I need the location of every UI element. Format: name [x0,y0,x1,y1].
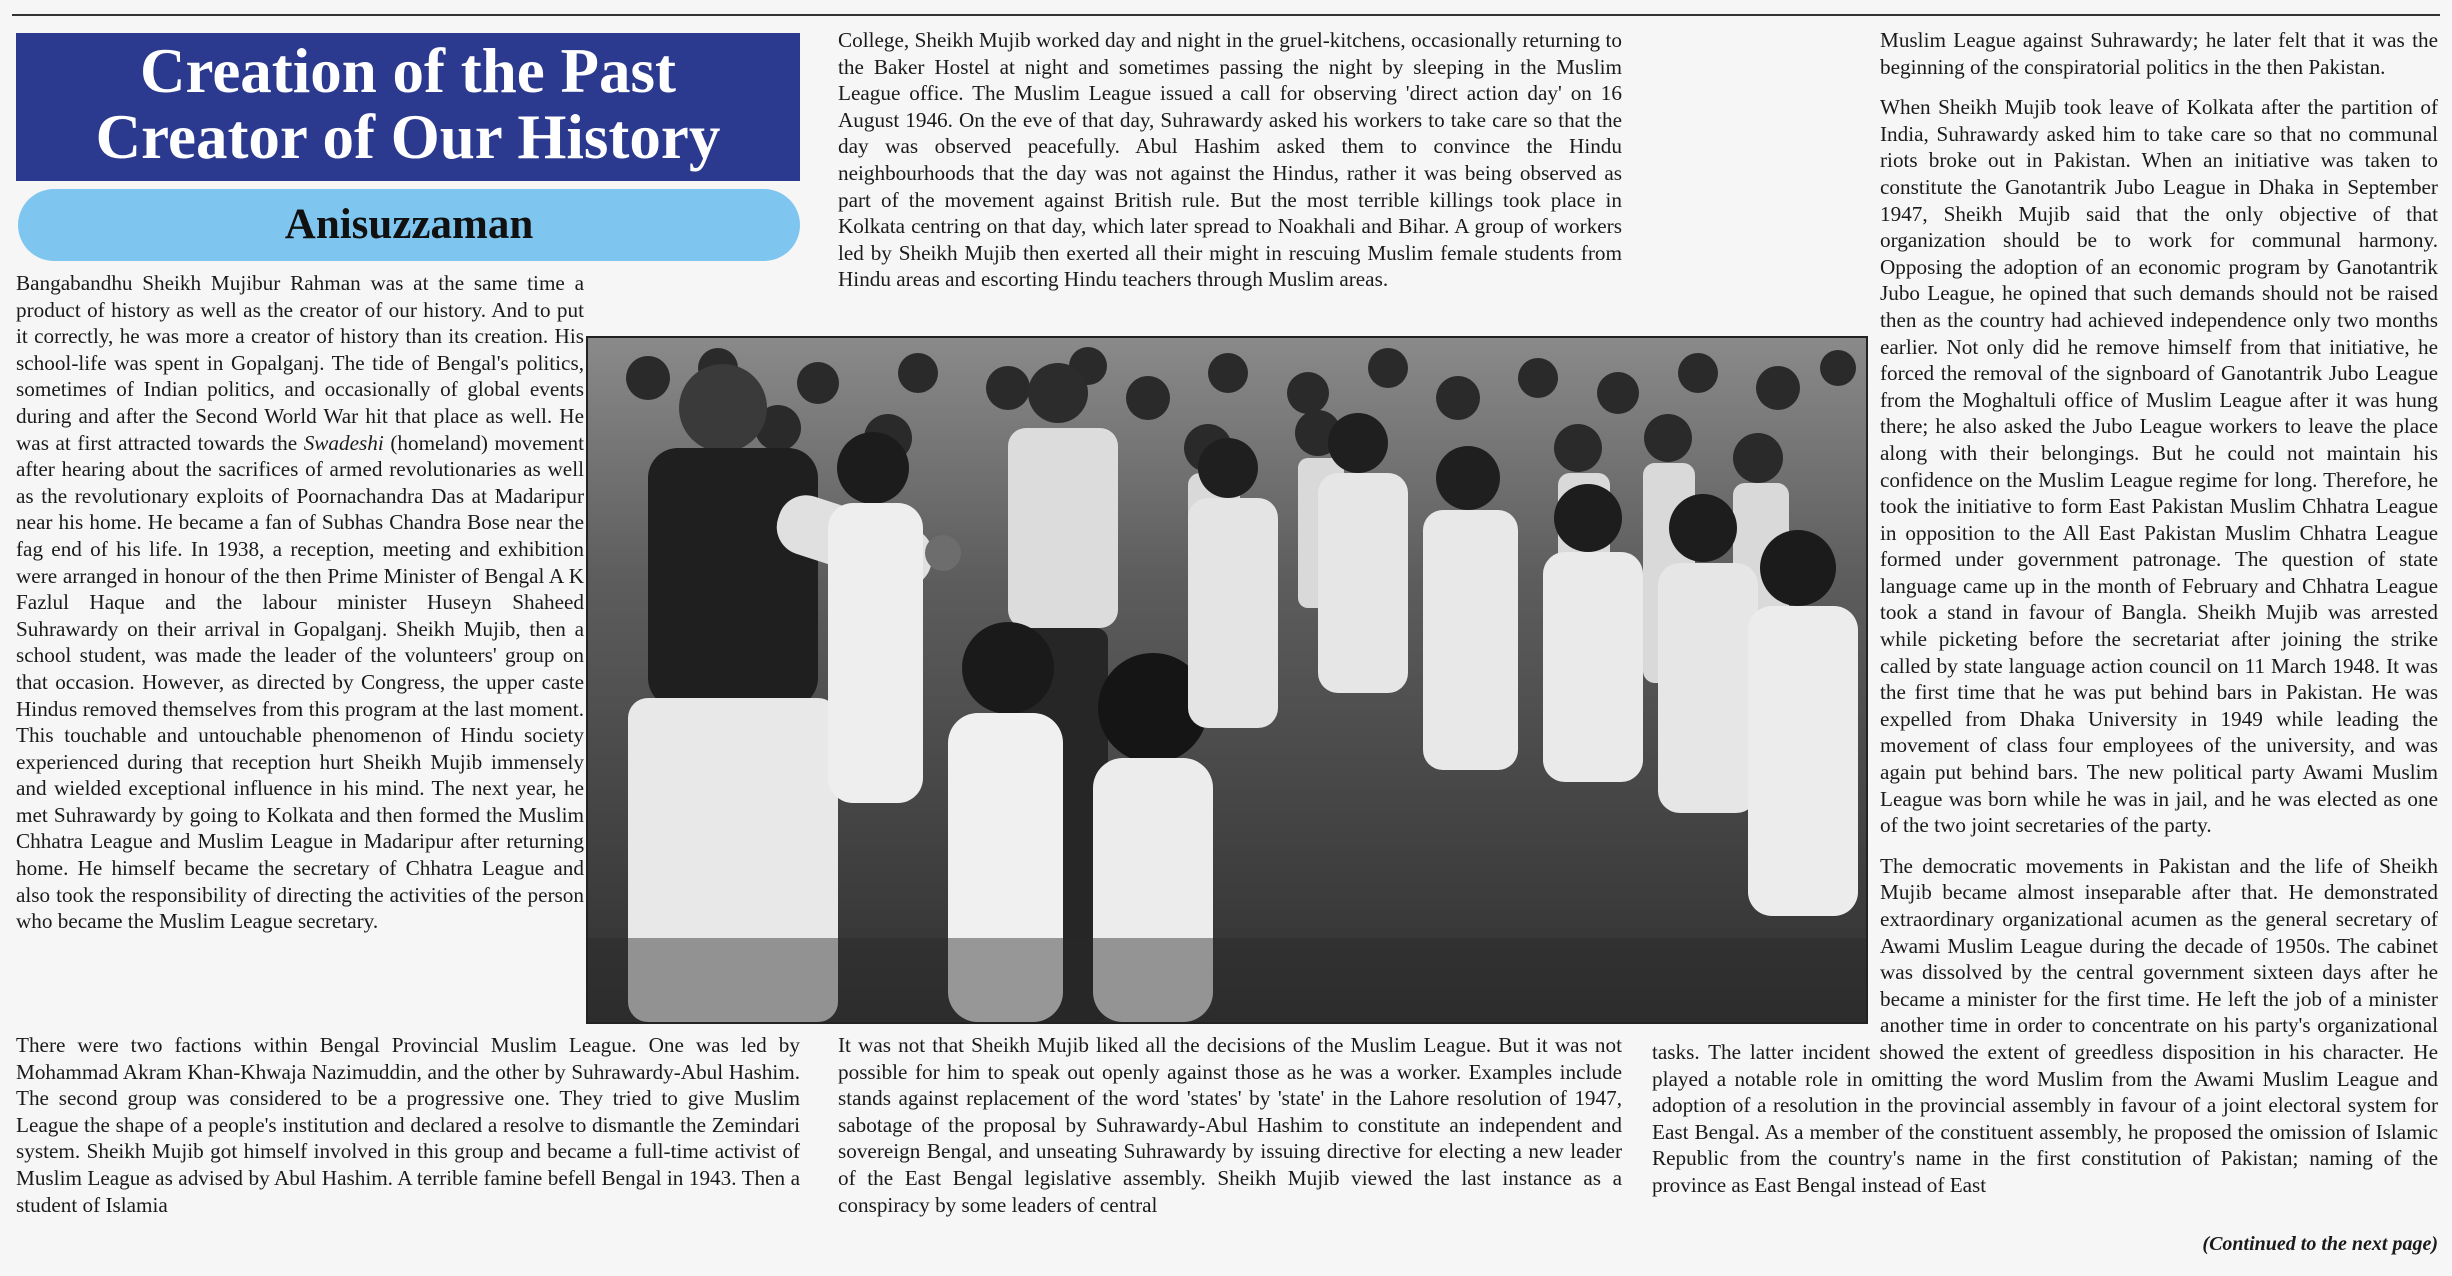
swadeshi-term: Swadeshi [303,430,384,455]
author-byline: Anisuzzaman [18,189,800,261]
paragraph-5: Muslim League against Suhrawardy; he later felt that it was the beginning of the conspiratorial politics in the then Pakistan. [1880,28,2438,79]
article-photo [586,336,1868,1024]
title-line-1: Creation of the Past [140,36,676,106]
continued-note: (Continued to the next page) [2202,1233,2438,1255]
article-title [16,33,800,181]
p1-text: Bangabandhu Sheikh Mujibur Rahman was at the same time a product of history as well as the creator of our history. And to put it correctly, he was more a creator of history than its creation. His school-life was spent in Gopalganj. The tide of Bengal's politics, sometimes of Indian politics, and occasionally of global events during and after the Second World War hit that place as well. He was at first attracted towards the [16,271,584,455]
ground-shadow [588,938,1866,1022]
p1b-text: (homeland) movement after hearing about the sacrifices of armed revolutionaries as well as the revolutionary exploits of Poornachandra Das at Madaripur near his home. He became a fan of Subhas Chandra Bose near the fag end of his life. In 1938, a reception, meeting and exhibition were arranged in honour of the then Prime Minister of Bengal A K Fazlul Haque and the labour minister Huseyn Shaheed Suhrawardy on their arrival in Gopalganj. Sheikh Mujib, then a school student, was made the leader of the volunteers' group on that occasion. However, as directed by Congress, the upper caste Hindus removed themselves from this program at the last moment. This touchable and untouchable phenomenon of Hindu society experienced during that reception hurt Sheikh Mujib immensely and wielded exceptional influence in his mind. The next year, he met Suhrawardy by going to Kolkata and then formed the Muslim Chhatra League and Muslim League in Madaripur after returning home. He himself became the secretary of Chhatra League and also took the responsibility of directing the activities of the person who became the Muslim League secretary. [16,430,584,934]
photo-illustration [588,338,1866,1022]
paragraph-4: It was not that Sheikh Mujib liked all the decisions of the Muslim League. But it was not possible for him to speak out openly against those as he was a worker. Examples include stands against replacement of the word 'states' by 'state' in the Lahore resolution of 1947, sabotage of the proposal by Suhrawardy-Abul Hashim to constitute an independent and sovereign Bengal, and unseating Suhrawardy by issuing directive for electing a new leader of the East Bengal legislative assembly. Sheikh Mujib viewed the last instance as a conspiracy by some leaders of central [838,1033,1622,1217]
column-2-lower [838,1032,1622,1222]
photo-wrap-spacer [584,270,800,332]
paragraph-2: There were two factions within Bengal Provincial Muslim League. One was led by Mohammad Akram Khan-Khwaja Nazimuddin, and the other by Suhrawardy-Abul Hashim. The second group was considered to be a progressive one. They tried to give Muslim League the shape of a people's institution and declared a resolve to dismantle the Zemindari system. Sheikh Mujib got himself involved in this group and became a full-time activist of Muslim League as advised by Abul Hashim. A terrible famine befell Bengal in 1943. Then a student of Islamia [16,1033,800,1217]
column-1-lower [16,1032,800,1222]
title-line-2: Creator of Our History [95,102,721,172]
paragraph-6: When Sheikh Mujib took leave of Kolkata after the partition of India, Suhrawardy asked him to take care so that no communal riots broke out in Pakistan. When an initiative was taken to constitute the Ganotantrik Jubo League in Dhaka in September 1947, Sheikh Mujib said that the only objective of that organization should be to work for communal harmony. Opposing the adoption of an economic program by Ganotantrik Jubo League, he opined that such demands should not be raised then as the country had achieved independence only two months earlier. Not only did he remove himself from that initiative, he forced the removal of the signboard of Ganotantrik Jubo League from the Moghaltuli office of Muslim League after it was hung there; he also asked the Jubo League workers to leave the place along with their belongings. But he could not maintain his confidence on the Muslim League regime for long. Therefore, he took the initiative to form East Pakistan Muslim Chhatra League in opposition to the All East Pakistan Muslim Chhatra League formed under government patronage. The question of state language came up in the month of February and Chhatra League took a stand in favour of Bangla. Sheikh Mujib was arrested while picketing before the secretariat after joining the strike called by state language action council on 11 March 1948. It was the first time that he was put behind bars in Pakistan. He was expelled from Dhaka University in 1949 while leading the movement of class four employees of the university, and was again put behind bars. The new political party Awami Muslim League was born while he was in jail, and he was elected as one of the two joint secretaries of the party. [1880,95,2438,838]
column-2-upper [838,27,1622,331]
paragraph-7: The democratic movements in Pakistan and the life of Sheikh Mujib became almost inseparable after that. He demonstrated extraordinary organizational acumen as the general secretary of Awami Muslim League during the decade of 1950s. The cabinet was dissolved by the central government sixteen days after he became a minister for the first time. He left the job of a minister another time in order to concentrate on his party's organizational tasks. The latter incident showed the extent of greedless disposition in his character. He played a notable role in omitting the word Muslim from the Awami Muslim League and adoption of a resolution in the provincial assembly in favour of a joint electoral system for East Bengal. As a member of the constituent assembly, he proposed the omission of Islamic Republic from the country's name in the first constitution of Pakistan; naming of the province as East Bengal instead of East [1652,853,2438,1197]
paragraph-3: College, Sheikh Mujib worked day and night in the gruel-kitchens, occasionally returning to the Baker Hostel at night and sometimes passing the night by sleeping in the Muslim League office. The Muslim League issued a call for observing 'direct action day' on 16 August 1946. On the eve of that day, Suhrawardy asked his workers to take care so that the day was observed peacefully. Abul Hashim asked them to convince the Hindu neighbourhoods that the day was not against the Hindus, rather it was being observed as part of the movement against British rule. But the most terrible killings took place in Kolkata centring on that day, which later spread to Noakhali and Bihar. A group of workers led by Sheikh Mujib then exerted all their might in rescuing Muslim female students from Hindu areas and escorting Hindu teachers through Muslim areas. [838,28,1622,292]
top-rule [12,14,2440,16]
